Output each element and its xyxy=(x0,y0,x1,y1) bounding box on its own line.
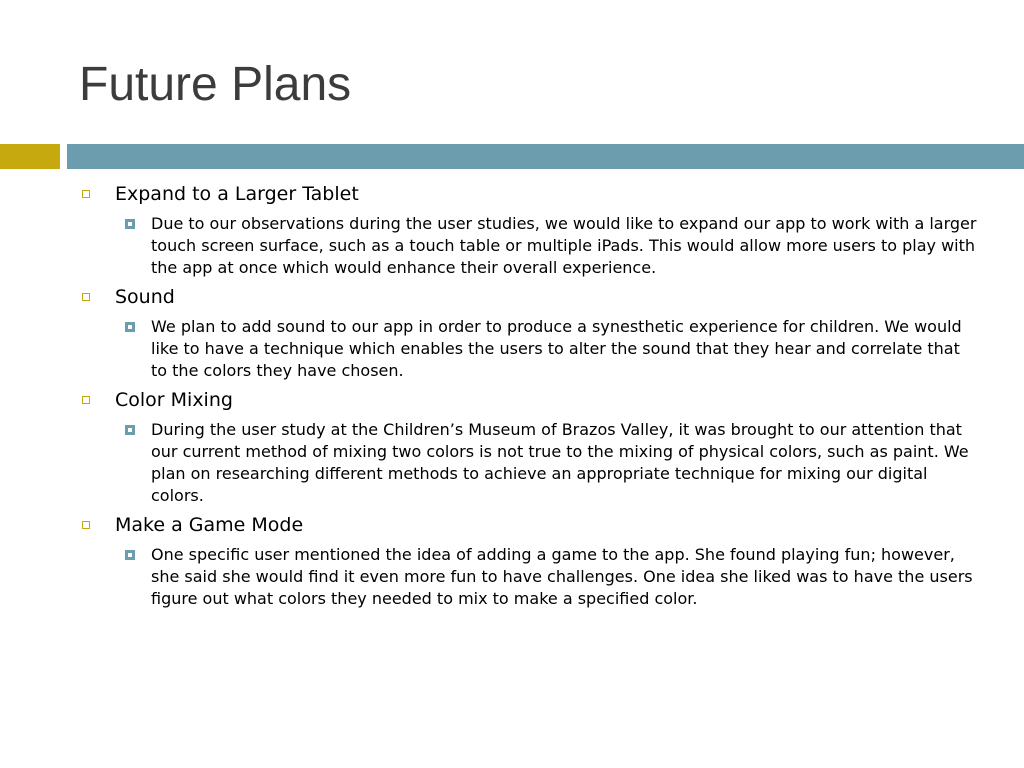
filled-square-bullet-icon xyxy=(125,322,135,332)
hollow-square-bullet-icon xyxy=(82,293,90,301)
level2-item xyxy=(151,544,978,610)
accent-bar-blue xyxy=(67,144,1024,169)
level2-item xyxy=(151,213,978,279)
level1-item xyxy=(78,513,978,537)
accent-bar-gold xyxy=(0,144,60,169)
level2-item xyxy=(151,316,978,382)
section-heading: Expand to a Larger Tablet xyxy=(115,183,359,205)
section-sound xyxy=(78,285,978,382)
section-game-mode xyxy=(78,513,978,610)
section-detail: One specific user mentioned the idea of adding a game to the app. She found playing fun; however, she said she would find it even more fun to have challenges. One idea she liked was to have the users figure out what colors they needed to mix to make a specified color. xyxy=(151,545,973,608)
section-detail: Due to our observations during the user studies, we would like to expand our app to work with a larger touch screen surface, such as a touch table or multiple iPads. This would allow more users to play with the app at once which would enhance their overall experience. xyxy=(151,214,977,277)
section-color-mixing xyxy=(78,388,978,507)
filled-square-bullet-icon xyxy=(125,425,135,435)
level1-item xyxy=(78,182,978,206)
level1-item xyxy=(78,388,978,412)
bullet-list xyxy=(78,182,978,616)
section-heading: Sound xyxy=(115,286,175,308)
hollow-square-bullet-icon xyxy=(82,521,90,529)
section-expand-tablet xyxy=(78,182,978,279)
section-heading: Make a Game Mode xyxy=(115,514,304,536)
section-detail: During the user study at the Children’s Museum of Brazos Valley, it was brought to our attention that our current method of mixing two colors is not true to the mixing of physical colors, such as paint. We plan on researching different methods to achieve an appropriate technique for mixing our digital colors. xyxy=(151,420,969,505)
level1-item xyxy=(78,285,978,309)
hollow-square-bullet-icon xyxy=(82,190,90,198)
level2-item xyxy=(151,419,978,507)
filled-square-bullet-icon xyxy=(125,550,135,560)
slide-title: Future Plans xyxy=(79,58,352,111)
section-heading: Color Mixing xyxy=(115,389,233,411)
hollow-square-bullet-icon xyxy=(82,396,90,404)
section-detail: We plan to add sound to our app in order to produce a synesthetic experience for children. We would like to have a technique which enables the users to alter the sound that they hear and correlate that to the colors they have chosen. xyxy=(151,317,962,380)
filled-square-bullet-icon xyxy=(125,219,135,229)
